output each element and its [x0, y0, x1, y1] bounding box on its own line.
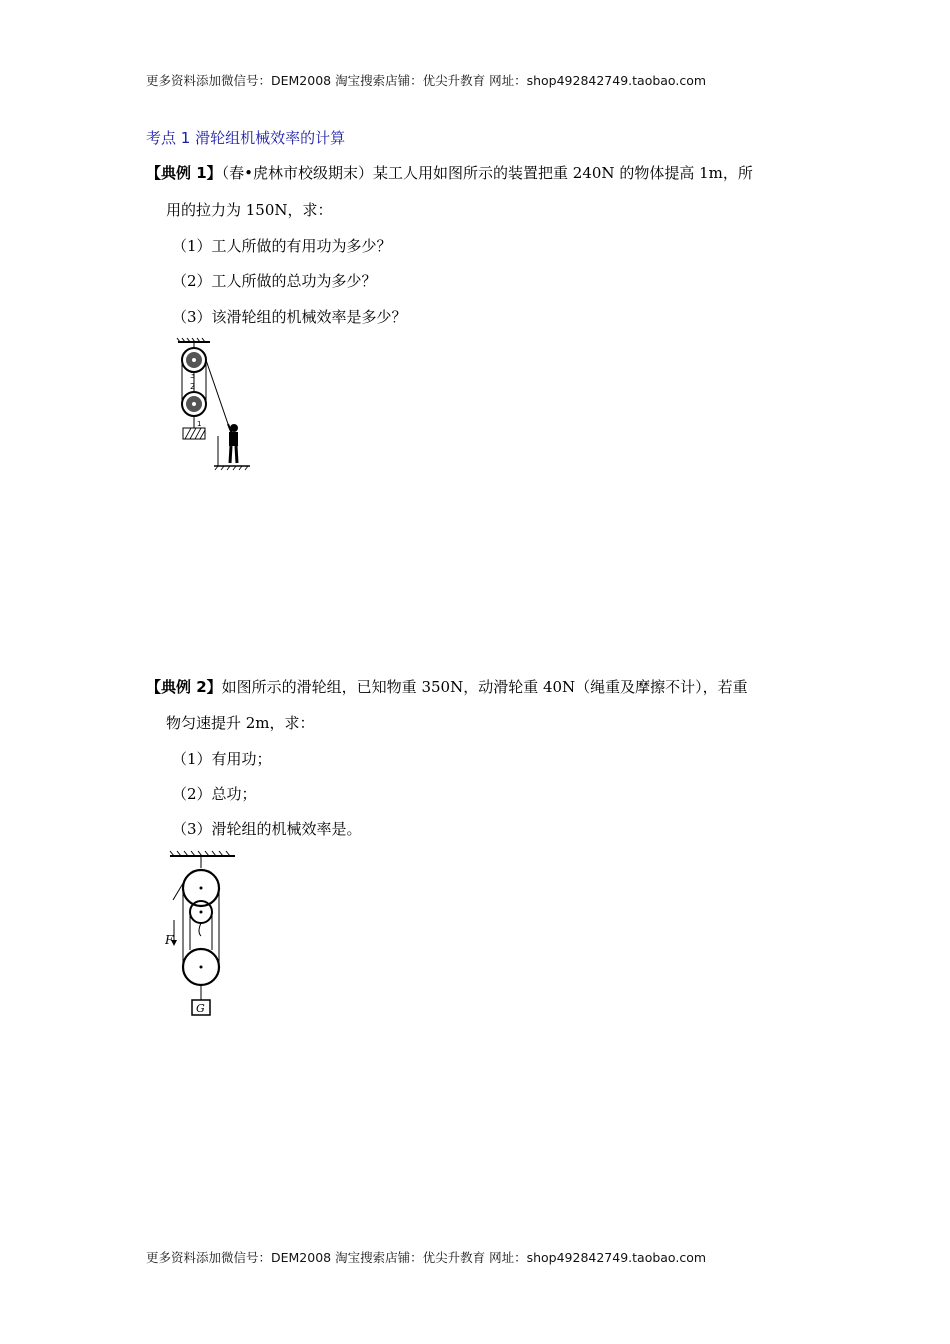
rope-label-3: 3	[190, 371, 196, 380]
example1-tag: 【典例 1】	[146, 164, 222, 182]
pulley-figure-2	[165, 850, 240, 1020]
weight-label: G	[196, 1002, 205, 1015]
example2-question1: （1）有用功；	[172, 750, 272, 768]
example1-text1: （春•虎林市校级期末）某工人用如图所示的装置把重 240N 的物体提高 1m，所	[221, 164, 753, 182]
rope-label-1: 1	[197, 420, 202, 428]
force-label: F	[165, 933, 174, 947]
page-footer: 更多资料添加微信号：DEM2008 淘宝搜索店铺：优尖升教育 网址：shop492842749.taobao.com	[146, 1250, 707, 1265]
pulley-figure-1	[170, 336, 260, 472]
example2-question3: （3）滑轮组的机械效率是。	[172, 820, 362, 838]
page-header: 更多资料添加微信号：DEM2008 淘宝搜索店铺：优尖升教育 网址：shop492842749.taobao.com	[146, 73, 707, 88]
example2-tag: 【典例 2】	[146, 678, 222, 696]
example1-line1	[146, 162, 753, 183]
example1-question2: （2）工人所做的总功为多少？	[172, 272, 377, 290]
example2-line2: 物匀速提升 2m，求：	[166, 714, 315, 732]
example2-text1: 如图所示的滑轮组，已知物重 350N，动滑轮重 40N（绳重及摩擦不计），若重	[221, 678, 748, 696]
rope-label-2: 2	[190, 382, 196, 391]
example1-question3: （3）该滑轮组的机械效率是多少？	[172, 308, 407, 326]
example2-question2: （2）总功；	[172, 785, 257, 803]
section-title: 考点 1 滑轮组机械效率的计算	[146, 129, 346, 147]
example1-line2: 用的拉力为 150N，求：	[166, 201, 333, 219]
example1-question1: （1）工人所做的有用功为多少？	[172, 237, 392, 255]
example2-line1	[146, 676, 748, 697]
